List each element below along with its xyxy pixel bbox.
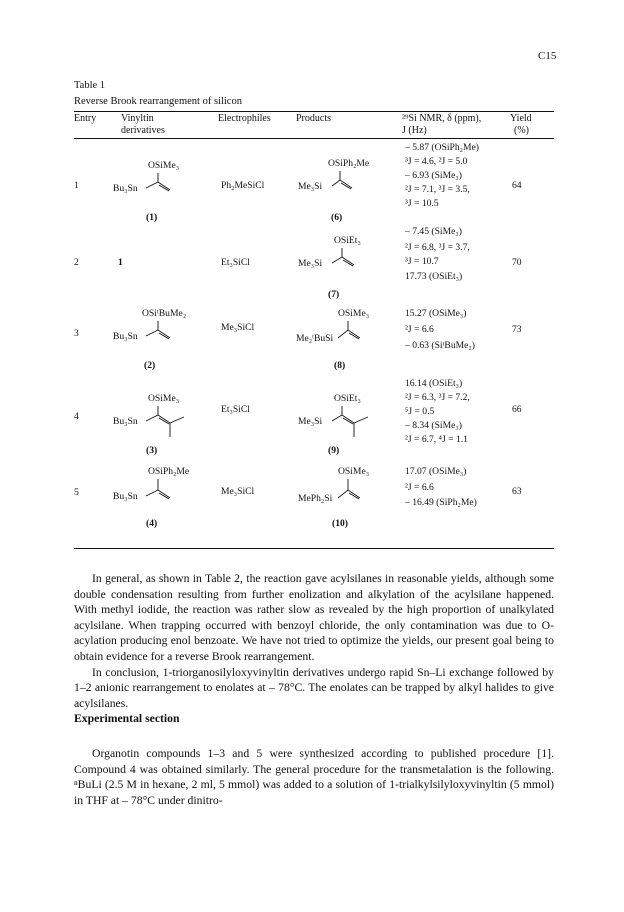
row-4-product-bonds — [300, 391, 410, 453]
header-entry: Entry — [74, 113, 97, 124]
row-5-reactant-left: Bu₃Sn — [113, 491, 138, 502]
row-1-reactant-id: (1) — [146, 212, 158, 223]
body-text — [74, 571, 554, 711]
row-5-product-top: OSiMe₃ — [338, 466, 370, 477]
row-5-electrophile: Me₃SiCl — [221, 486, 255, 497]
row-1-entry: 1 — [74, 180, 79, 191]
row-3-reactant-bonds — [110, 306, 220, 368]
header-nmr-2: J (Hz) — [402, 125, 427, 136]
row-4-nmr-2: ²J = 6.3, ³J = 7.2, — [405, 392, 470, 403]
row-3-reactant-id: (2) — [144, 360, 156, 371]
row-4-reactant-structure — [110, 391, 220, 453]
row-2-nmr-1: – 7.45 (SiMe₃) — [405, 226, 462, 237]
row-1-reactant-left: Bu₃Sn — [113, 183, 138, 194]
row-2-product-bonds — [300, 233, 410, 295]
row-1-nmr-1: – 5.87 (OSiPh₂Me) — [405, 142, 479, 153]
experimental-body — [74, 746, 554, 808]
row-5-reactant-bonds — [110, 466, 220, 528]
row-5-yield: 63 — [512, 486, 522, 497]
row-3-product-structure — [296, 306, 406, 368]
row-5-nmr-3: – 16.49 (SiPh₂Me) — [405, 497, 477, 508]
row-4-product-top: OSiEt₃ — [334, 393, 361, 404]
row-5-product-structure — [296, 466, 406, 528]
row-3-product-top: OSiMe₃ — [338, 308, 370, 319]
row-4-nmr-3: ⁵J = 0.5 — [405, 406, 435, 417]
row-4-electrophile: Et₃SiCl — [221, 404, 250, 415]
row-2-product-left: Me₃Si — [298, 258, 323, 269]
paragraph-2: In conclusion, 1-triorganosilyloxyvinyltin derivatives undergo rapid Sn–Li exchange followed by 1–2 anionic rearrangement to enolates at – 78°C. The enolates can be trapped by alkyl halides to give acylsilanes. — [74, 665, 554, 710]
row-3-product-id: (8) — [334, 360, 346, 371]
row-1-nmr-5: ³J = 10.5 — [405, 198, 439, 209]
row-4-product-id: (9) — [328, 445, 340, 456]
header-products: Products — [296, 113, 331, 124]
row-3-reactant-left: Bu₃Sn — [113, 331, 138, 342]
header-vinyltin: Vinyltin — [121, 113, 154, 124]
row-3-reactant-structure — [110, 306, 220, 368]
row-2-yield: 70 — [512, 257, 522, 268]
row-1-electrophile: Ph₂MeSiCl — [221, 180, 265, 191]
row-4-reactant-left: Bu₃Sn — [113, 416, 138, 427]
row-2-reactant-ref: 1 — [118, 257, 123, 268]
row-1-nmr-4: ²J = 7.1, ³J = 3.5, — [405, 184, 470, 195]
row-5-product-bonds — [296, 466, 406, 528]
row-2-product-structure — [300, 233, 410, 295]
row-4-nmr-4: – 8.34 (SiMe₃) — [405, 420, 462, 431]
row-2-nmr-2: ²J = 6.8, ³J = 3.7, — [405, 242, 470, 253]
header-nmr: ²⁹Si NMR, δ (ppm), — [402, 113, 482, 124]
row-3-entry: 3 — [74, 328, 79, 339]
row-5-reactant-id: (4) — [146, 518, 158, 529]
table-label: Table 1 — [74, 80, 106, 91]
row-2-product-top: OSiEt₃ — [334, 235, 361, 246]
row-2-nmr-4: 17.73 (OSiEt₃) — [405, 271, 463, 282]
row-1-yield: 64 — [512, 180, 522, 191]
row-1-reactant-bonds — [110, 158, 220, 220]
row-3-nmr-1: 15.27 (OSiMe₃) — [405, 308, 467, 319]
header-electrophiles: Electrophiles — [218, 113, 271, 124]
row-1-reactant-top: OSiMe₃ — [148, 160, 180, 171]
row-4-reactant-top: OSiMe₃ — [148, 393, 180, 404]
row-5-entry: 5 — [74, 487, 79, 498]
header-yield-2: (%) — [514, 125, 529, 136]
row-3-nmr-2: ²J = 6.6 — [405, 324, 434, 335]
row-1-product-structure — [300, 156, 410, 218]
row-1-product-left: Me₃Si — [298, 181, 323, 192]
row-5-reactant-top: OSiPh₂Me — [148, 466, 190, 477]
row-2-nmr-3: ³J = 10.7 — [405, 256, 439, 267]
row-2-entry: 2 — [74, 257, 79, 268]
header-yield: Yield — [510, 113, 532, 124]
row-3-yield: 73 — [512, 324, 522, 335]
table-header-rule — [74, 138, 554, 139]
row-4-product-left: Me₃Si — [298, 416, 323, 427]
table-caption: Reverse Brook rearrangement of silicon — [74, 96, 242, 107]
row-4-nmr-5: ²J = 6.7, ⁴J = 1.1 — [405, 434, 468, 445]
row-5-nmr-1: 17.07 (OSiMe₃) — [405, 466, 467, 477]
paragraph-1: In general, as shown in Table 2, the reaction gave acylsilanes in reasonable yields, although some double condensation resulting from further enolization and alkylation of the acylsilane happened. With methyl iodide, the reaction was rather slow as revealed by the high proportion of unalkylated acylsilane. When trapping occurred with benzoyl chloride, the only contamination was due to O-acylation producing enol benzoate. We have not tried to optimize the yields, our present goal being to obtain evidence for a reverse Brook rearrangement. — [74, 572, 554, 663]
row-1-product-bonds — [300, 156, 410, 218]
row-3-nmr-3: – 0.63 (SiᵗBuMe₂) — [405, 340, 475, 351]
row-1-product-id: (6) — [331, 212, 343, 223]
section-heading: Experimental section — [74, 712, 180, 725]
row-4-product-structure — [300, 391, 410, 453]
row-1-nmr-2: ³J = 4.6, ²J = 5.0 — [405, 156, 468, 167]
experimental-paragraph: Organotin compounds 1–3 and 5 were synthesized according to published procedure [1]. Compound 4 was obtained similarly. The general procedure for the transmetalation is the following. ⁿBuLi (2.5 M in hexane, 2 ml, 5 mmol) was added to a solution of 1-trialkylsilyloxyvinyltin (5 mmol) in THF at – 78°C under dinitro- — [74, 747, 554, 807]
row-4-entry: 4 — [74, 411, 79, 422]
row-1-nmr-3: – 6.93 (SiMe₃) — [405, 170, 462, 181]
row-4-reactant-bonds — [110, 391, 220, 453]
row-3-product-bonds — [296, 306, 406, 368]
row-1-product-top: OSiPh₂Me — [328, 158, 370, 169]
row-5-product-id: (10) — [332, 518, 348, 529]
header-vinyltin-2: derivatives — [121, 125, 165, 136]
row-3-electrophile: Me₃SiCl — [221, 322, 255, 333]
row-3-product-left: Me₂ᵗBuSi — [296, 333, 334, 344]
row-4-reactant-id: (3) — [146, 445, 158, 456]
row-4-yield: 66 — [512, 404, 522, 415]
row-4-nmr-1: 16.14 (OSiEt₃) — [405, 378, 463, 389]
row-5-nmr-2: ²J = 6.6 — [405, 482, 434, 493]
page-number: C15 — [538, 50, 557, 62]
row-2-electrophile: Et₃SiCl — [221, 257, 250, 268]
row-1-reactant-structure — [110, 158, 220, 220]
row-5-reactant-structure — [110, 466, 220, 528]
row-3-reactant-top: OSiᵗBuMe₂ — [142, 308, 187, 319]
row-5-product-left: MePh₂Si — [298, 493, 333, 504]
table-bottom-rule — [74, 548, 554, 549]
row-2-product-id: (7) — [328, 289, 340, 300]
